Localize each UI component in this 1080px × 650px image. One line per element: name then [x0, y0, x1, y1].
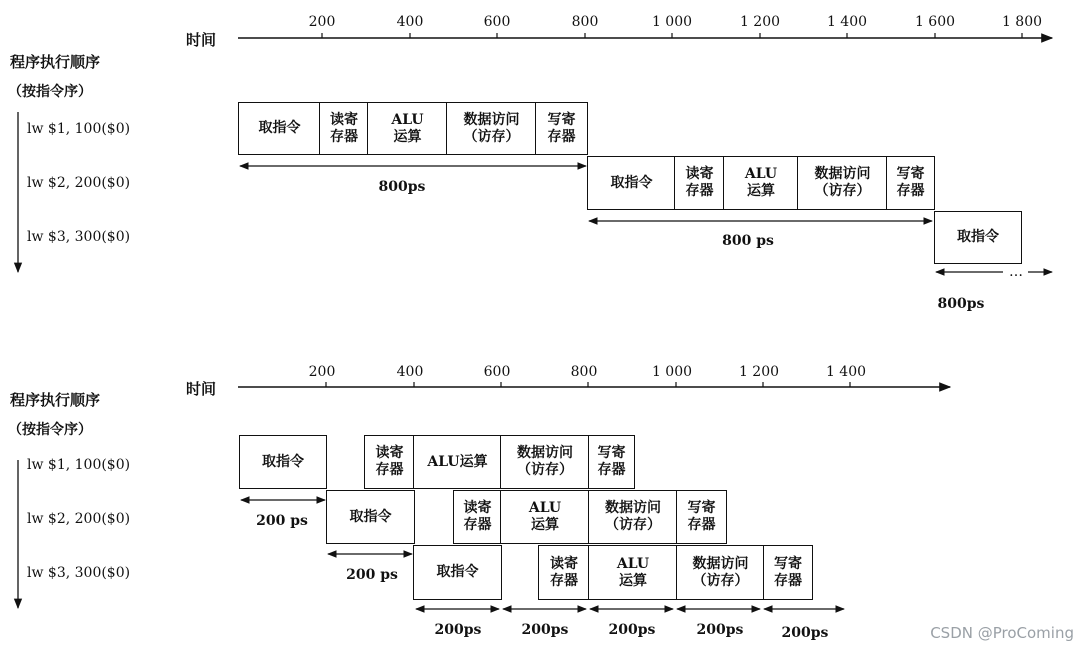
- bottom-tick-label: 1 200: [738, 364, 780, 380]
- bottom-i2-mem: 数据访问 （访存）: [588, 490, 678, 544]
- bottom-duration-label-7: 200ps: [781, 625, 829, 641]
- bottom-duration-label-3: 200ps: [434, 622, 482, 638]
- bottom-i2-reg-read: 读寄 存器: [453, 490, 502, 544]
- bottom-i1-alu: ALU运算: [413, 435, 502, 489]
- top-instruction-2: lw $2, 200($0): [27, 175, 131, 191]
- bottom-tick-label: 800: [570, 364, 598, 380]
- top-tick-label: 1 000: [651, 14, 693, 30]
- bottom-i2-write: 写寄 存器: [676, 490, 727, 544]
- bottom-duration-label-4: 200ps: [521, 622, 569, 638]
- bottom-i1-fetch: 取指令: [239, 435, 327, 489]
- top-duration-label-3: 800ps: [937, 296, 985, 312]
- top-duration-label-1: 800ps: [378, 179, 426, 195]
- top-tick-label: 1 600: [914, 14, 956, 30]
- bottom-instruction-2: lw $2, 200($0): [27, 511, 131, 527]
- top-i1-write: 写寄 存器: [535, 102, 588, 155]
- top-continuation-dots: …: [1009, 264, 1023, 280]
- bottom-i1-mem: 数据访问 （访存）: [500, 435, 590, 489]
- top-order-label: 程序执行顺序: [10, 53, 101, 71]
- bottom-tick-label: 1 400: [825, 364, 867, 380]
- bottom-i3-write: 写寄 存器: [763, 545, 813, 600]
- bottom-i3-alu: ALU 运算: [588, 545, 678, 600]
- top-i1-alu: ALU 运算: [367, 102, 448, 155]
- top-tick-label: 800: [571, 14, 599, 30]
- top-instruction-1: lw $1, 100($0): [27, 121, 131, 137]
- bottom-i1-write: 写寄 存器: [588, 435, 635, 489]
- bottom-i1-reg-read: 读寄 存器: [364, 435, 415, 489]
- top-order-sub: （按指令序）: [8, 84, 92, 100]
- bottom-duration-label-6: 200ps: [696, 622, 744, 638]
- bottom-order-sub: （按指令序）: [8, 422, 92, 438]
- top-i2-fetch: 取指令: [587, 156, 676, 210]
- bottom-duration-label-5: 200ps: [608, 622, 656, 638]
- bottom-i2-fetch: 取指令: [326, 490, 415, 544]
- top-i1-fetch: 取指令: [238, 102, 321, 155]
- top-tick-label: 1 800: [1001, 14, 1043, 30]
- top-i1-reg-read: 读寄 存器: [319, 102, 369, 155]
- bottom-duration-label-2: 200 ps: [346, 567, 398, 583]
- top-i2-alu: ALU 运算: [723, 156, 799, 210]
- top-i1-mem: 数据访问 （访存）: [446, 102, 537, 155]
- top-duration-label-2: 800 ps: [722, 233, 774, 249]
- bottom-i3-mem: 数据访问 （访存）: [676, 545, 765, 600]
- top-i2-reg-read: 读寄 存器: [674, 156, 725, 210]
- top-i3-fetch: 取指令: [934, 211, 1022, 264]
- bottom-duration-label-1: 200 ps: [256, 513, 308, 529]
- bottom-tick-label: 1 000: [651, 364, 693, 380]
- bottom-instruction-1: lw $1, 100($0): [27, 457, 131, 473]
- bottom-tick-label: 400: [396, 364, 424, 380]
- top-tick-label: 200: [308, 14, 336, 30]
- top-axis-label: 时间: [186, 31, 217, 49]
- bottom-axis-label: 时间: [186, 380, 217, 398]
- bottom-tick-label: 600: [483, 364, 511, 380]
- bottom-i3-reg-read: 读寄 存器: [538, 545, 590, 600]
- bottom-i3-fetch: 取指令: [413, 545, 502, 600]
- top-i2-mem: 数据访问 （访存）: [797, 156, 888, 210]
- bottom-i2-alu: ALU 运算: [500, 490, 590, 544]
- top-tick-label: 600: [483, 14, 511, 30]
- top-instruction-3: lw $3, 300($0): [27, 229, 131, 245]
- top-tick-label: 1 200: [739, 14, 781, 30]
- bottom-instruction-3: lw $3, 300($0): [27, 565, 131, 581]
- bottom-tick-label: 200: [308, 364, 336, 380]
- bottom-order-label: 程序执行顺序: [10, 391, 101, 409]
- top-i2-write: 写寄 存器: [886, 156, 935, 210]
- top-tick-label: 1 400: [826, 14, 868, 30]
- watermark: CSDN @ProComing: [930, 624, 1074, 642]
- top-tick-label: 400: [396, 14, 424, 30]
